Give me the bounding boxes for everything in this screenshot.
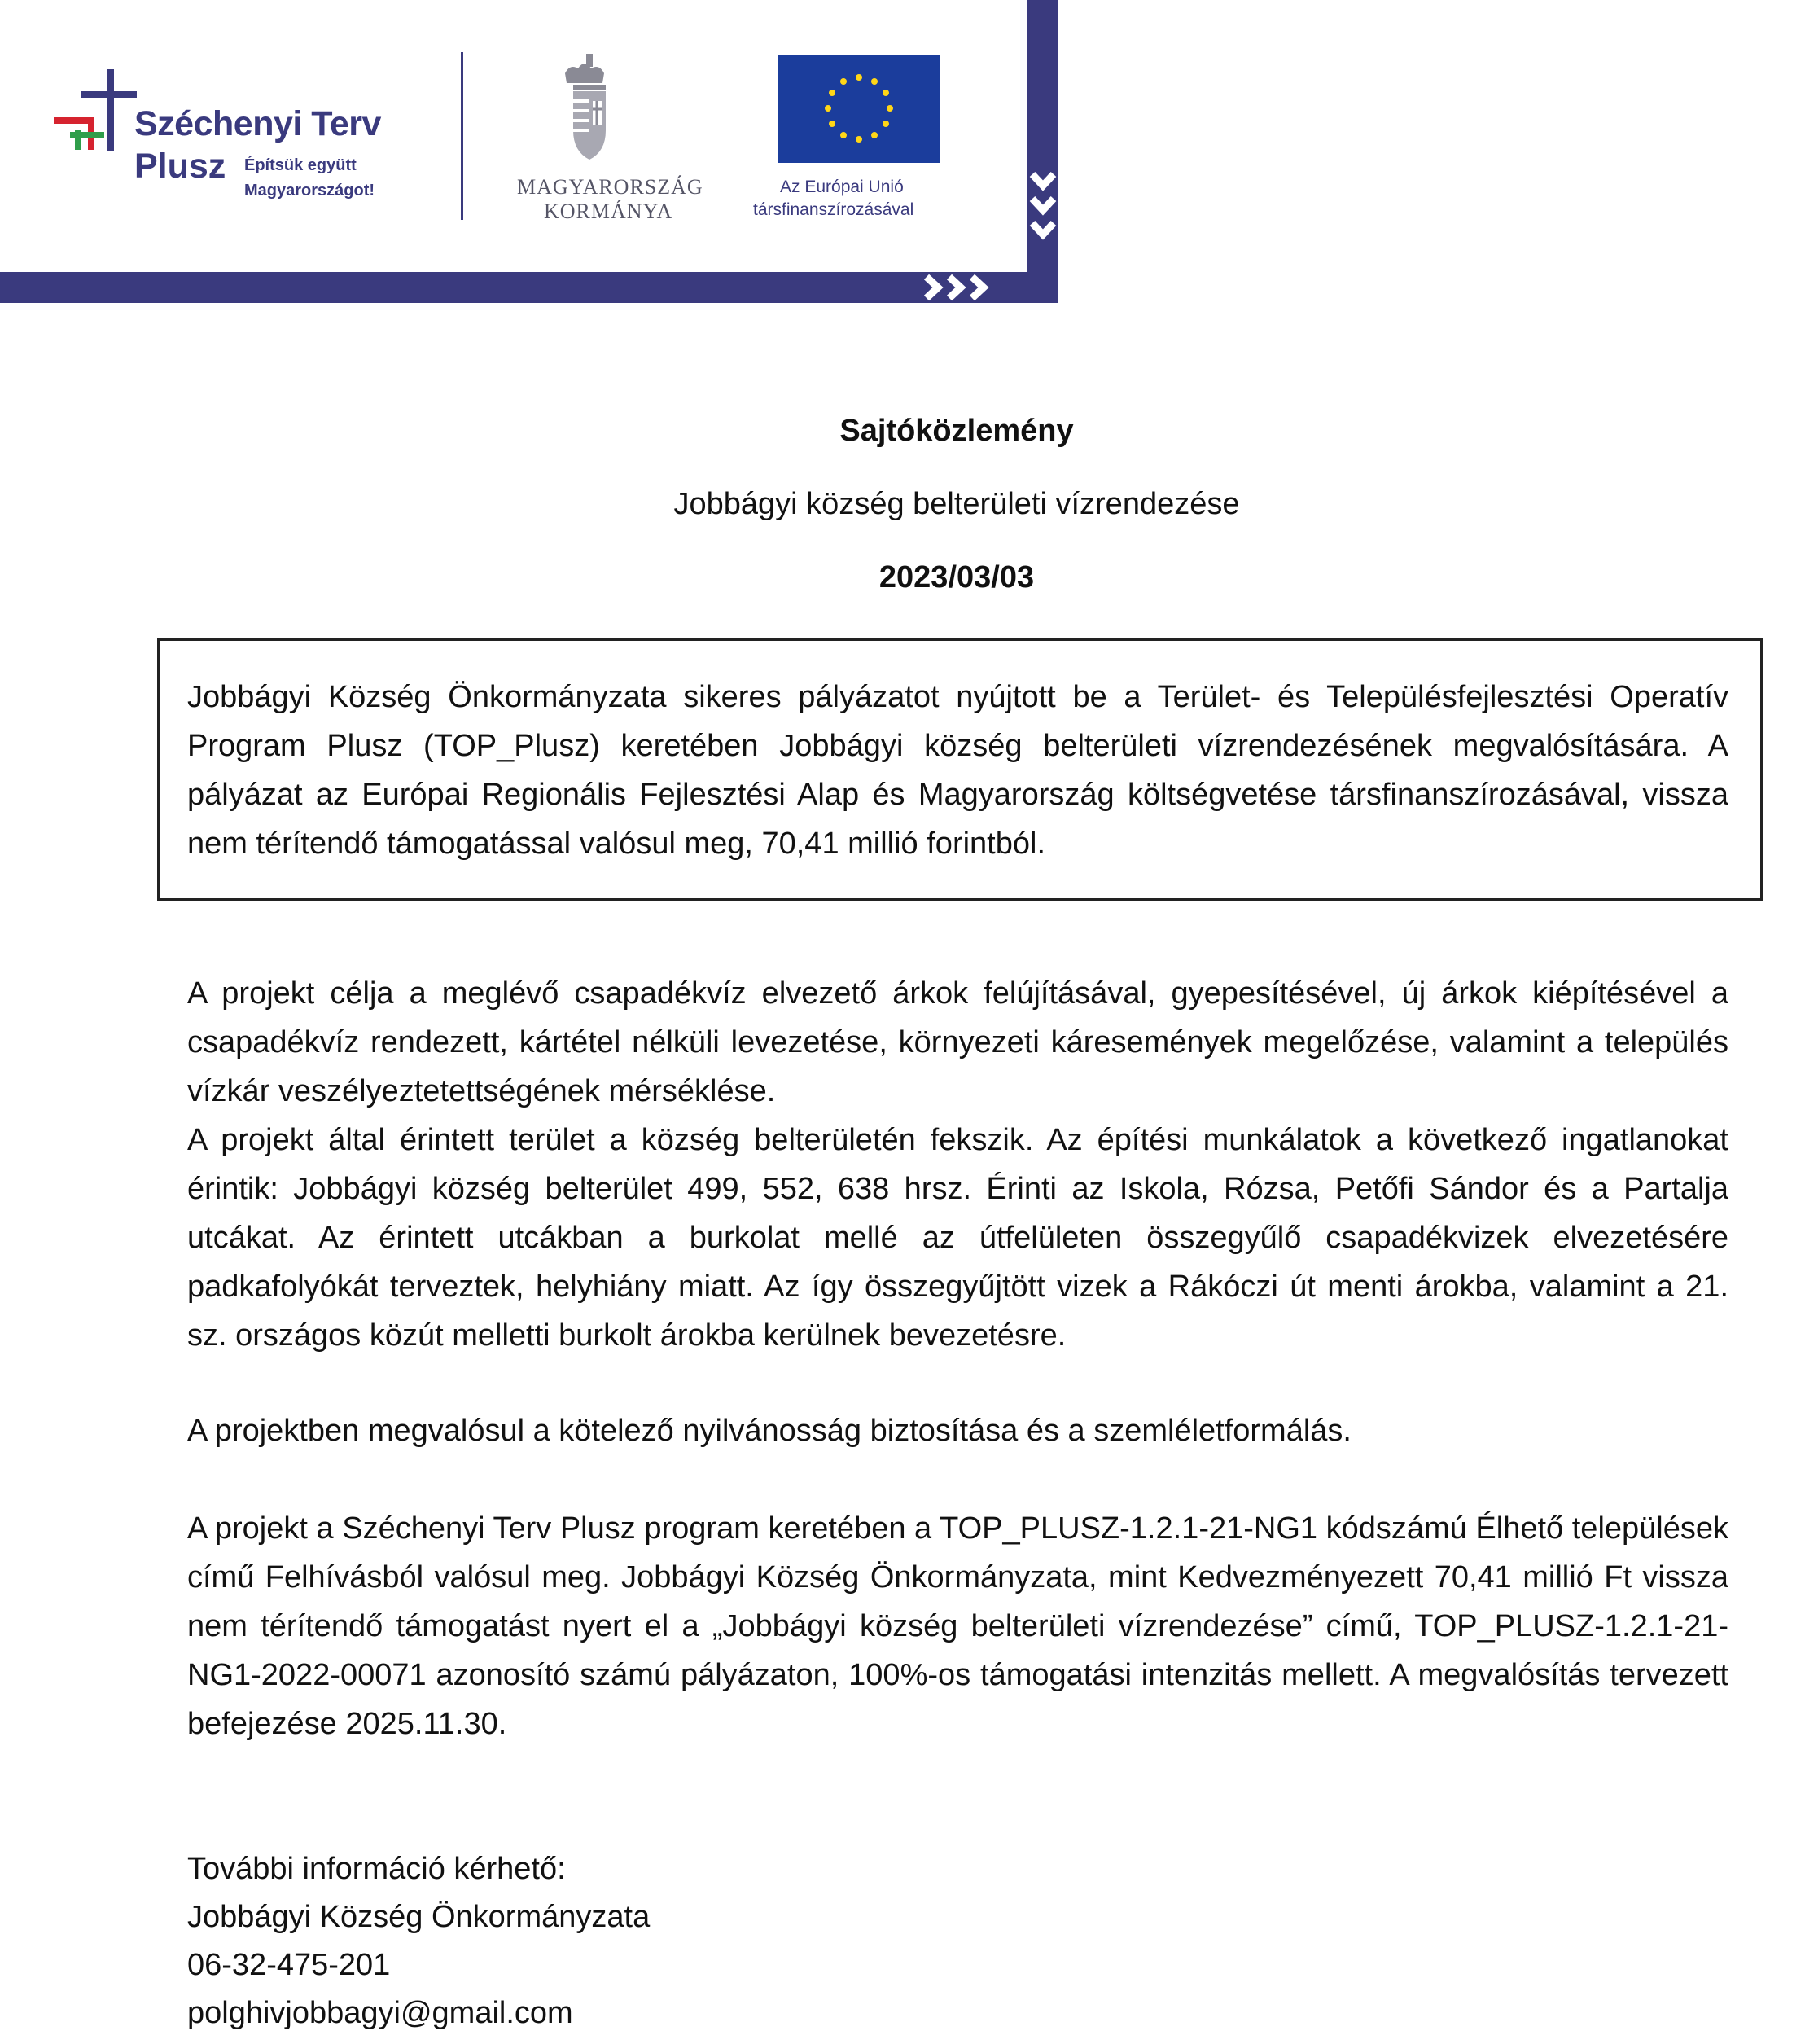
document-title: Jobbágyi község belterületi vízrendezése <box>673 487 1240 521</box>
government-logo-line-1: MAGYARORSZÁG <box>517 175 703 199</box>
contact-phone: 06-32-475-201 <box>187 1948 391 1982</box>
banner-right-bar <box>1027 0 1058 303</box>
document-type: Sajtóközlemény <box>839 414 1074 448</box>
szechenyi-logo-tagline-2: Magyarországot! <box>244 182 375 200</box>
contact-organization: Jobbágyi Község Önkormányzata <box>187 1900 651 1934</box>
eu-flag-icon <box>778 55 940 163</box>
contact-email[interactable]: polghivjobbagyi@gmail.com <box>187 1996 573 2030</box>
document-date: 2023/03/03 <box>878 560 1035 594</box>
szechenyi-cross-icon <box>54 69 137 151</box>
paragraph-publicity: A projektben megvalósul a kötelező nyilvánosság biztosítása és a szemléletformálás. <box>187 1414 1352 1448</box>
header-banner <box>0 0 1058 303</box>
eu-logo-line-1: Az Európai Unió <box>780 178 904 196</box>
paragraph-project-goal: A projekt célja a meglévő csapadékvíz elvezető árkok felújításával, gyepesítésével, új árkok kiépítésével a csapadékvíz rendezett, kártétel nélküli levezetése, környezeti káresemények megelőzése, valamint a település vízkár veszélyeztetettségének mérséklése. <box>187 976 1728 1108</box>
paragraph-affected-area: A projekt által érintett terület a község belterületén fekszik. Az építési munkálatok a következő ingatlanokat érintik: Jobbágyi község belterület 499, 552, 638 hrsz. Érinti az Iskola, Rózsa, Petőfi Sándor és a Partalja utcákat. Az érintett utcákban a burkolat mellé az útfelületen összegyűlő csapadékvizek elvezetésére padkafolyókát terveztek, helyhiány miatt. Az így összegyűjtött vizek a Rákóczi út menti árokba, valamint a 21. sz. országos közút melletti burkolt árokba kerülnek bevezetésre. <box>187 1123 1728 1353</box>
summary-text: Jobbágyi Község Önkormányzata sikeres pályázatot nyújtott be a Terület- és Településfejlesztési Operatív Program Plusz (TOP_Plusz) keretében Jobbágyi község belterületi vízrendezésének megvalósítására. A pályázat az Európai Regionális Fejlesztési Alap és Magyarország költségvetése társfinanszírozásával, vissza nem térítendő támogatással valósul meg, 70,41 millió forintból. <box>187 680 1728 861</box>
szechenyi-logo-tagline-1: Építsük együtt <box>244 156 357 174</box>
szechenyi-logo-title: Széchenyi Terv <box>134 104 381 143</box>
szechenyi-logo-plusz: Plusz <box>134 147 226 186</box>
banner-bottom-bar <box>0 272 1027 303</box>
contact-label: További információ kérhető: <box>187 1852 566 1886</box>
coat-of-arms-icon <box>565 54 606 160</box>
paragraph-funding-details: A projekt a Széchenyi Terv Plusz program keretében a TOP_PLUSZ-1.2.1-21-NG1 kódszámú Élhető települések című Felhívásból valósul meg. Jobbágyi Község Önkormányzata, mint Kedvezményezett 70,41 millió Ft vissza nem térítendő támogatást nyert el a „Jobbágyi község belterületi vízrendezése” című, TOP_PLUSZ-1.2.1-21-NG1-2022-00071 azonosító számú pályázaton, 100%-os támogatási intenzitás mellett. A megvalósítás tervezett befejezése 2025.11.30. <box>187 1511 1728 1741</box>
contact-block <box>187 1845 650 2037</box>
eu-logo-line-2: társfinanszírozásával <box>753 200 914 219</box>
logo-divider <box>461 52 463 220</box>
government-logo-line-2: KORMÁNYA <box>544 200 673 223</box>
